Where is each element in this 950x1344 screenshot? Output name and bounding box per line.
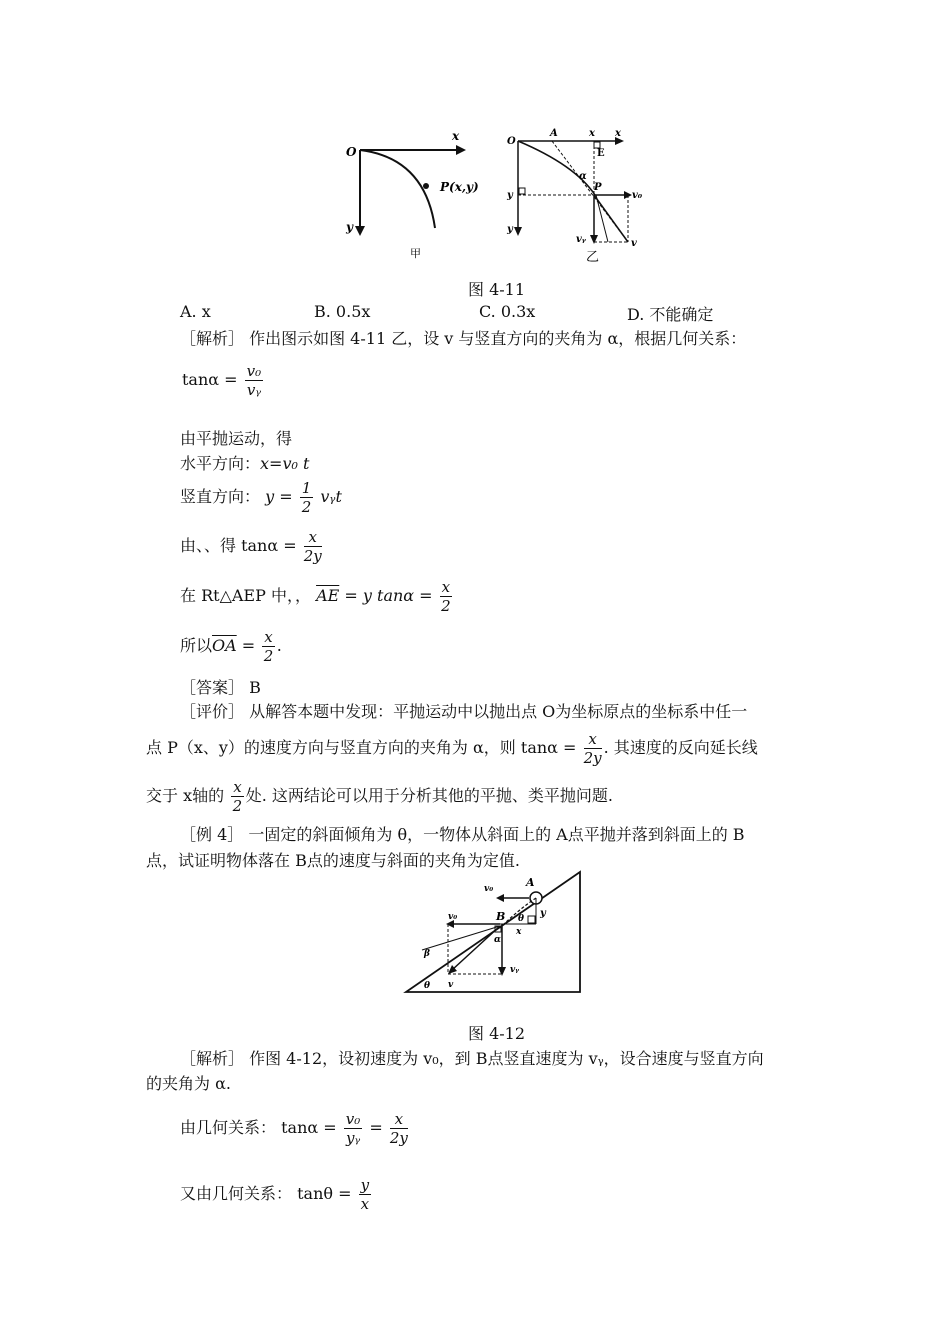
rt-pre: 在 Rt△AEP 中，， <box>180 586 311 605</box>
fig411-caption: 图 4-11 <box>468 280 526 299</box>
fig411-right-A: A <box>550 128 558 139</box>
fig411-left-y-axis: y <box>346 220 353 234</box>
review-line3-fraction <box>231 778 243 815</box>
horizontal-label: 水平方向： <box>180 454 261 473</box>
fig411-right-x-tick: x <box>589 128 595 139</box>
geo-label: 由几何关系： <box>180 1118 277 1137</box>
rt-num: x <box>441 578 451 596</box>
fig411-right-origin: O <box>507 136 516 147</box>
fig411-right-y-axis: y <box>507 224 513 235</box>
review-line3-den: 2 <box>232 797 243 815</box>
analysis1-line1: ［解析］ 作出图示如图 4-11 乙，设 v 与竖直方向的夹角为 α，根据几何关系： <box>180 329 747 348</box>
fig411-left-point: P(x,y) <box>440 180 479 194</box>
fig412-B: B <box>496 910 506 923</box>
analysis1-vertical <box>180 479 342 516</box>
vertical-eq-post: vᵧt <box>320 487 342 506</box>
fig412-y: y <box>540 908 546 919</box>
review-line1: ［评价］ 从解答本题中发现：平抛运动中以抛出点 O为坐标原点的坐标系中任一 <box>180 702 748 721</box>
analysis1-get <box>180 528 324 565</box>
fig412-theta-top: θ <box>518 914 525 924</box>
example4-line2: 点，试证明物体落在 B点的速度与斜面的夹角为定值. <box>146 851 520 870</box>
fig412-v0-top: v₀ <box>484 884 494 894</box>
review-line3-num: x <box>233 778 242 796</box>
option-a: A. x <box>180 302 211 321</box>
analysis1-so <box>180 628 282 665</box>
analysis2-line2: 的夹角为 α. <box>146 1074 231 1093</box>
horizontal-eq: x=v₀ t <box>260 454 310 473</box>
analysis1-tan-eq <box>182 362 265 399</box>
geo2-fraction <box>359 1176 371 1213</box>
fig411-right-E: E <box>597 148 605 159</box>
fig411-right-v0: v₀ <box>632 190 643 201</box>
tan-eq-fraction <box>245 362 264 399</box>
geo-den-1: yᵧ <box>345 1129 361 1147</box>
fig411-left-origin: O <box>346 145 357 159</box>
so-pre: 所以 <box>180 636 213 655</box>
fig411-right-v: v <box>631 238 637 249</box>
geo-num-2: x <box>390 1110 408 1129</box>
so-oa: $\overline{OA}$ <box>212 636 237 655</box>
rt-fraction <box>440 578 452 615</box>
geo2-label: 又由几何关系： <box>180 1184 293 1203</box>
vertical-den: 2 <box>301 498 312 516</box>
tan-eq-num: v₀ <box>246 362 262 380</box>
analysis2-geo2 <box>180 1176 373 1213</box>
fig412-beta: β <box>424 949 430 959</box>
so-fraction <box>262 628 274 665</box>
review-line2 <box>146 730 758 767</box>
fig412-alpha: α <box>494 935 501 945</box>
geo2-den: x <box>360 1195 370 1213</box>
get-pre: 由、、得 tanα = <box>180 536 297 555</box>
analysis2-line1: ［解析］ 作图 4-12，设初速度为 v₀，到 B点竖直速度为 vᵧ，设合速度与竖直方向 <box>180 1049 764 1068</box>
fig411-left-x-axis: x <box>452 129 460 143</box>
rt-eq: = y tanα = <box>344 586 433 605</box>
review-line3-post: 处. 这两结论可以用于分析其他的平抛、类平抛问题. <box>245 786 613 805</box>
geo2-eq: tanθ = <box>297 1184 352 1203</box>
fig412-caption: 图 4-12 <box>468 1024 526 1043</box>
vertical-fraction <box>300 479 314 516</box>
review-line2-den: 2y <box>583 749 602 767</box>
so-eq: = <box>241 636 256 655</box>
analysis1-flat: 由平抛运动，得 <box>180 429 293 448</box>
analysis1-rt <box>180 578 454 615</box>
rt-den: 2 <box>441 597 451 615</box>
get-fraction <box>304 528 322 565</box>
geo2-num: y <box>360 1176 370 1194</box>
figure-4-11 <box>330 120 650 270</box>
fig411-right-vy: vᵧ <box>576 234 586 245</box>
fig412-theta-bottom: θ <box>424 981 431 991</box>
fig412-v: v <box>448 980 454 990</box>
geo-eq-2: = <box>369 1118 383 1137</box>
analysis1-horizontal <box>180 451 309 474</box>
rt-ae: $\overline{AE}$ <box>316 586 340 605</box>
fig411-right-P: P <box>594 182 602 193</box>
fig412-A: A <box>526 876 535 889</box>
so-den: 2 <box>263 647 274 665</box>
fig411-right <box>506 128 643 265</box>
review-line2-num: x <box>584 730 602 749</box>
geo-eq: tanα = <box>281 1118 337 1137</box>
review-line3 <box>146 778 613 815</box>
vertical-eq-pre: y = <box>265 487 293 506</box>
fig412-v0-left: v₀ <box>448 912 458 922</box>
fig411-right-alpha: α <box>579 171 587 182</box>
fig411-right-y-tick: y <box>507 190 513 201</box>
geo-den-2: 2y <box>389 1129 408 1147</box>
review-line2-fraction <box>584 730 602 767</box>
option-d: D. 不能确定 <box>627 305 714 324</box>
fig412-x: x <box>516 927 522 937</box>
get-num: x <box>304 528 322 547</box>
fig411-left <box>345 129 479 260</box>
review-line2-pre: 点 P（x、y）的速度方向与竖直方向的夹角为 α，则 tanα = <box>146 738 577 757</box>
example4-line1: ［例 4］ 一固定的斜面倾角为 θ，一物体从斜面上的 A点平抛并落到斜面上的 B <box>180 825 745 844</box>
tan-eq-den: vᵧ <box>246 381 261 399</box>
figure-4-12 <box>400 866 590 998</box>
fig411-right-label: 乙 <box>586 250 600 265</box>
option-b: B. 0.5x <box>314 302 371 321</box>
geo-fraction-2 <box>390 1110 408 1147</box>
geo-num-1: v₀ <box>345 1110 361 1128</box>
review-line3-pre: 交于 x轴的 <box>146 786 225 805</box>
fig411-left-label: 甲 <box>410 247 421 260</box>
review-line2-post: . 其速度的反向延长线 <box>603 738 758 757</box>
fig412-vy: vᵧ <box>510 965 519 975</box>
get-den: 2y <box>303 547 322 565</box>
tan-eq-lhs: tanα = <box>182 370 238 389</box>
fig411-right-x-axis: x <box>615 128 621 139</box>
option-c: C. 0.3x <box>479 302 536 321</box>
so-post: . <box>276 636 282 655</box>
so-num: x <box>264 628 273 646</box>
vertical-label: 竖直方向： <box>180 487 261 506</box>
vertical-num: 1 <box>301 479 312 497</box>
geo-fraction-1 <box>344 1110 363 1147</box>
answer: ［答案］ B <box>180 678 261 697</box>
analysis2-geo <box>180 1110 410 1147</box>
